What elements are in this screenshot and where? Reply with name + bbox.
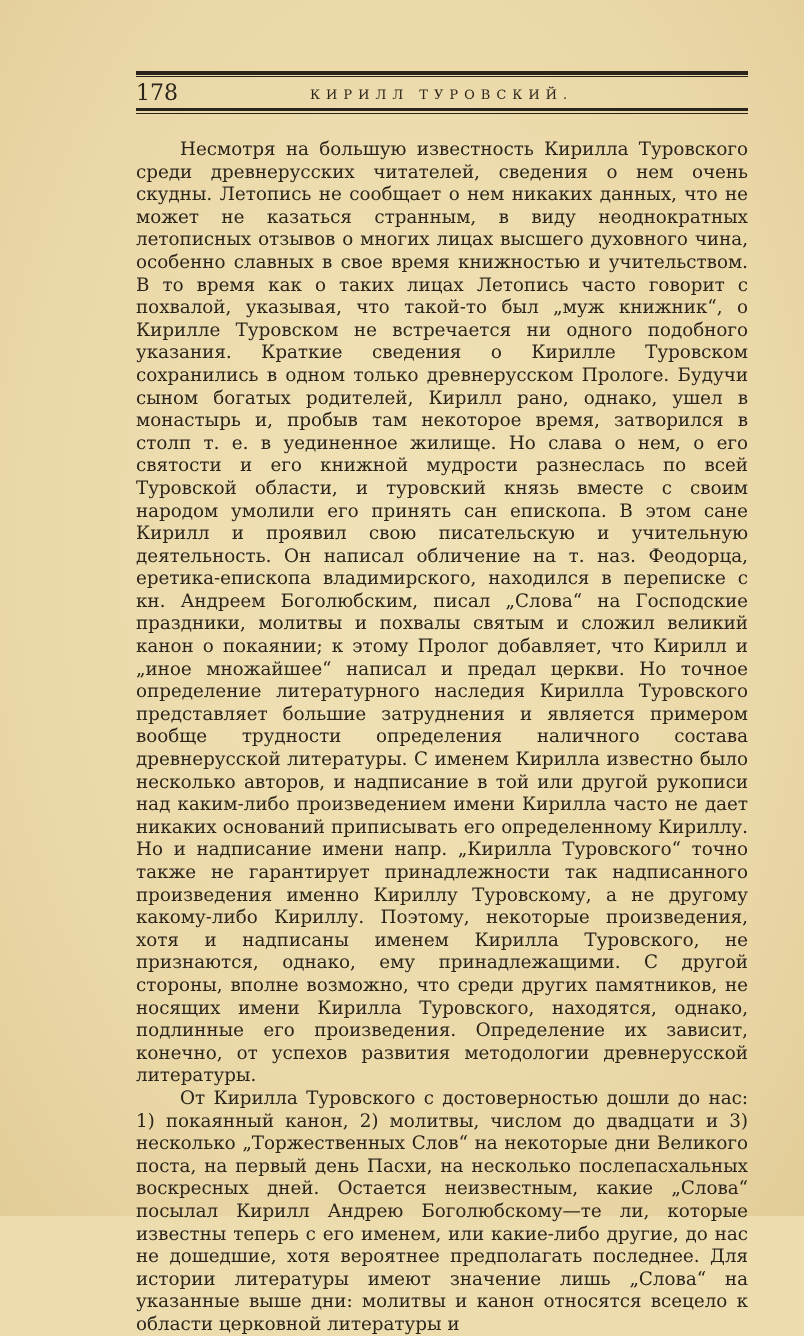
body-text <box>136 139 748 1336</box>
paragraph-1: Несмотря на большую известность Кирилла Туровского среди древнерусских читателей, сведения о нем очень скудны. Летопись не сообщает о нем никаких данных, что не может не казаться странным, в виду неоднократных летописных отзывов о многих лицах высшего духовного чина, особенно славных в свое время книжностью и учительством. В то время как о таких лицах Летопись часто говорит с похвалой, указывая, что такой-то был „муж книжник“, о Кирилле Туровском не встречается ни одного подобного указания. Краткие сведения о Кирилле Туровском сохранились в одном только древнерусском Прологе. Будучи сыном богатых родителей, Кирилл рано, однако, ушел в монастырь и, пробыв там некоторое время, затворился в столп т. е. в уединенное жилище. Но слава о нем, о его святости и его книжной мудрости разнеслась по всей Туровской области, и туровский князь вместе с своим народом умолили его принять сан епископа. В этом сане Кирилл и проявил свою писательскую и учительную деятельность. Он написал обличение на т. наз. Феодорца, еретика-епископа владимирского, находился в переписке с кн. Андреем Боголюбским, писал „Слова“ на Господские праздники, молитвы и похвалы святым и сложил великий канон о покаянии; к этому Пролог добавляет, что Кирилл и „иное множайшее“ написал и предал церкви. Но точное определение литературного наследия Кирилла Туровского представляет большие затруднения и является примером вообще трудности определения наличного состава древнерусской литературы. С именем Кирилла известно было несколько авторов, и надписание в той или другой рукописи над каким-либо произведением имени Кирилла часто не дает никаких оснований приписывать его определенному Кириллу. Но и надписание имени напр. „Кирилла Туровского“ точно также не гарантирует принадлежности так надписанного произведения именно Кириллу Туровскому, а не другому какому-либо Кириллу. Поэтому, некоторые произведения, хотя и надписаны именем Кирилла Туровского, не признаются, однако, ему принадлежащими. С другой стороны, вполне возможно, что среди других памятников, не носящих имени Кирилла Туровского, находятся, однако, подлинные его произведения. Определение их зависит, конечно, от успехов развития методологии древнерусской литературы. <box>136 139 748 1087</box>
page-number: 178 <box>136 81 178 106</box>
paragraph-2: От Кирилла Туровского с достоверностью дошли до нас: 1) покаянный канон, 2) молитвы, числом до двадцати и 3) несколько „Торжественных Слов“ на некоторые дни Великого поста, на первый день Пасхи, на несколько послепасхальных воскресных дней. Остается неизвестным, какие „Слова“ посылал Кирилл Андрею Боголюбскому—те ли, которые известны теперь с его именем, или какие-либо другие, до нас не дошедшие, хотя вероятнее предполагать последнее. Для истории литературы имеют значение лишь „Слова“ на указанные выше дни: молитвы и канон относятся всецело к области церковной литературы и <box>136 1087 748 1335</box>
running-head: КИРИЛЛ ТУРОВСКИЙ. <box>310 88 574 103</box>
header-rule-top <box>136 71 748 77</box>
header-rule-bottom <box>136 108 748 114</box>
